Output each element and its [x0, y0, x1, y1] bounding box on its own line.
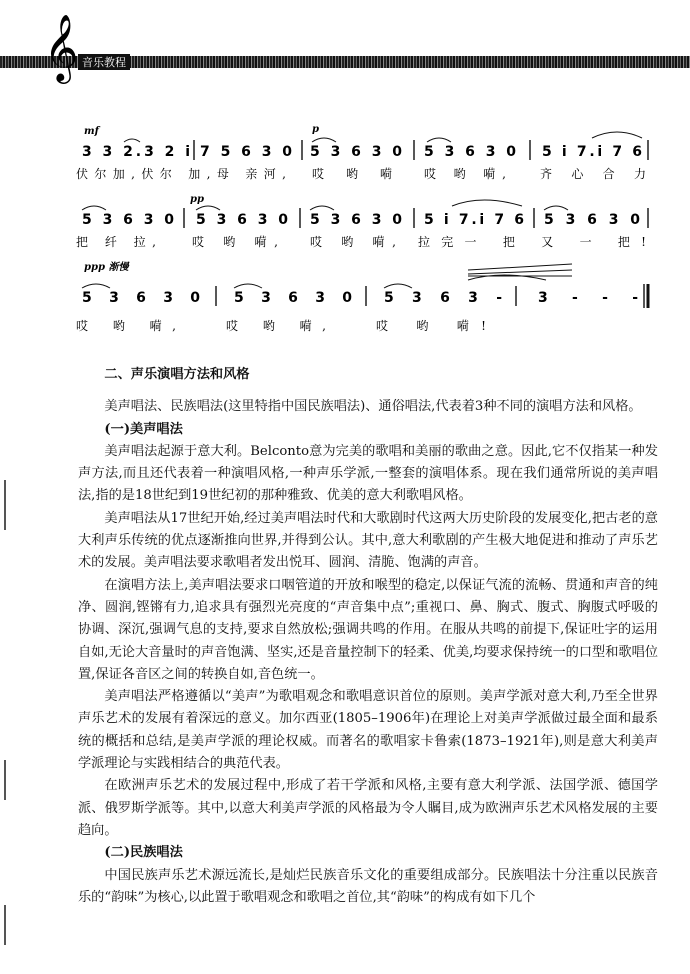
line3-measure-1: 5 3 6 3 0 [82, 290, 200, 306]
paragraph-4: 美声唱法严格遵循以“美声”为歌唱观念和歌唱意识首位的原则。美声学派对意大利,乃至全世界声乐艺术的发展有着深远的意义。加尔西亚(1805–1906年)在理论上对美声学派做过最全面和最系统的概括和总结,是美声学派的理论权威。而著名的歌唱家卡鲁索(1873–1921年),则是意大利美声学派理论与实践相结合的典范代表。 [78, 689, 658, 772]
line3-lyric-3: 哎 哟 嗬! [376, 319, 486, 333]
line3-measure-2: 5 3 6 3 0 [234, 290, 352, 306]
score-svg [72, 120, 652, 350]
line1-slurs [124, 132, 642, 142]
line3-measure-3: 5 3 6 3 - [384, 290, 502, 306]
dynamic-mf: mf [84, 126, 99, 137]
margin-mark [4, 905, 6, 945]
line2-measure-3: 5 3 6 3 0 [310, 212, 402, 228]
paragraph-3: 在演唱方法上,美声唱法要求口咽管道的开放和喉型的稳定,以保证气流的流畅、贯通和声音的纯净、圆润,铿锵有力,追求具有强烈光亮度的“声音集中点”;重视口、鼻、胸式、腹式、胸腹式呼吸的协调、深沉,强调气息的支持,要求自然放松;强调共鸣的作用。在服从共鸣的前提下,保证吐字的运用自如,无论大音量时的声音饱满、坚实,还是音量控制下的轻柔、优美,均要求保持统一的口型和歌唱位置,保证各音区之间的转换自如,音色统一。 [78, 577, 658, 682]
line1-lyric-2: 哎 哟 嗬 [312, 167, 392, 181]
line2-measure-5: 5 3 6 3 0 [544, 212, 640, 228]
line3-lyric-2: 哎 哟 嗬, [226, 319, 326, 333]
intro-paragraph: 美声唱法、民族唱法(这里特指中国民族唱法)、通俗唱法,代表着3种不同的演唱方法和风格。 [104, 399, 642, 415]
line2-lyric-3: 哎 哟 嗬, [310, 235, 396, 249]
paragraph-6: 中国民族声乐艺术源远流长,是灿烂民族音乐文化的重要组成部分。民族唱法十分注重以民族音乐的“韵味”为核心,以此置于歌唱观念和歌唱之首位,其“韵味”的构成有如下几个 [78, 867, 658, 905]
line3-measure-4: 3 - - - [538, 290, 638, 306]
line2-measure-1: 5 3 6 3 0 [82, 212, 174, 228]
line2-lyric-1: 把 纤 拉, [76, 235, 156, 249]
line2-measure-4: 5 i 7.i 7 6 [424, 212, 524, 228]
line1-lyric-4: 齐 心 合 力 [540, 167, 646, 181]
treble-clef-icon: 𝄞 [44, 13, 79, 81]
line1-measure-4: 5 3 6 3 0 [424, 144, 516, 160]
line1-measure-5: 5 i 7.i 7 6 [542, 144, 642, 160]
line2-slurs [82, 200, 568, 210]
margin-mark [4, 760, 6, 800]
line1-lyric-3: 哎 哟 嗬, [424, 167, 506, 181]
subsection-2-title: (二)民族唱法 [104, 845, 183, 861]
dynamic-ppp: ppp 渐慢 [84, 262, 129, 273]
paragraph-2: 美声唱法从17世纪开始,经过美声唱法时代和大歌剧时代这两大历史阶段的发展变化,把古老的意大利声乐传统的优点逐渐推向世界,并得到公认。其中,意大利歌剧的产生极大地促进和推动了声乐艺术的发展。美声唱法要求歌唱者发出悦耳、圆润、清脆、饱满的声音。 [78, 510, 658, 571]
music-score [72, 120, 652, 350]
line1-measure-2: 7 5 6 3 0 [200, 144, 292, 160]
line1-lyric-1: 伏尔加,伏尔 加,母 亲河, [76, 167, 286, 181]
line1-measure-1: 3 3 2.3 2 i [82, 144, 190, 160]
body-text [78, 364, 658, 909]
paragraph-1: 美声唱法起源于意大利。Belconto意为完美的歌唱和美丽的歌曲之意。因此,它不仅指某一种发声方法,而且还代表着一种演唱风格,一种声乐学派,一整套的演唱体系。现在我们通常所说的美声唱法,指的是18世纪到19世纪初的那种雅致、优美的意大利歌唱风格。 [78, 443, 658, 504]
line3-slurs [82, 264, 572, 288]
margin-mark [4, 480, 6, 530]
line2-lyric-2: 哎 哟 嗬, [192, 235, 278, 249]
line2-lyric-4: 拉完一 把 又 一 把! [418, 235, 646, 249]
subsection-1-title: (一)美声唱法 [104, 421, 183, 437]
line3-lyric-1: 哎 哟 嗬, [76, 319, 176, 333]
paragraph-5: 在欧洲声乐艺术的发展过程中,形成了若干学派和风格,主要有意大利学派、法国学派、德国学派、俄罗斯学派等。其中,以意大利美声学派的风格最为令人瞩目,成为欧洲声乐艺术风格发展的主要趋向。 [78, 778, 658, 838]
dynamic-pp: pp [190, 194, 204, 205]
line1-measure-3: 5 3 6 3 0 [310, 144, 402, 160]
line2-measure-2: 5 3 6 3 0 [196, 212, 288, 228]
dynamic-p: p [312, 124, 319, 135]
running-header-title: 音乐教程 [78, 54, 130, 70]
section-title: 二、声乐演唱方法和风格 [104, 367, 250, 382]
